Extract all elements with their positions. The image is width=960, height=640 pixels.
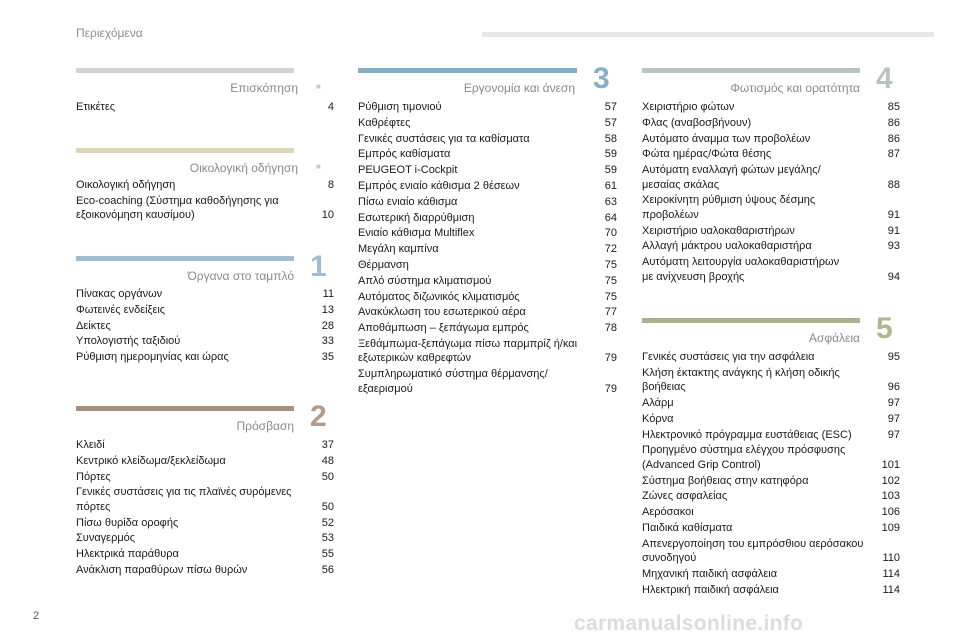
toc-entry-title: Απλό σύστημα κλιματισμού [358,274,492,287]
toc-entry-page-number: 50 [321,470,334,483]
toc-entry-page-number: 50 [321,500,334,513]
toc-entry-page-number: 33 [321,335,334,348]
toc-entry-page-number: 106 [881,506,900,519]
toc-entry-page-number: 85 [887,101,900,113]
toc-entry-page-number: 59 [604,164,617,177]
toc-entry-title: Καθρέφτες [358,116,411,129]
section-marker: ■ [316,162,321,171]
toc-entry-title: Αερόσακοι [642,506,694,519]
toc-entry-page-number: 77 [604,306,617,319]
toc-entry[interactable] [642,443,900,472]
toc-entry-page-number: 64 [604,211,617,224]
toc-entry-title: Παιδικά καθίσματα [642,521,733,534]
toc-entry[interactable] [358,211,617,225]
section-number: 2 [310,400,327,433]
toc-entry[interactable] [642,537,900,566]
toc-entry-title: Προηγμένο σύστημα ελέγχου πρόσφυσης (Advanced Grip Control) [642,444,846,471]
toc-entry[interactable] [358,226,617,240]
header-rule [482,32,934,37]
toc-entry[interactable] [642,474,900,488]
toc-entry[interactable] [358,195,617,209]
toc-entry-title: Γενικές συστάσεις για τα καθίσματα [358,132,530,145]
toc-entry-page-number: 101 [881,458,900,471]
toc-entry[interactable] [76,485,334,514]
section-access [76,400,334,576]
toc-entry-title: Ηλεκτρικά παράθυρα [76,548,179,561]
toc-entry[interactable] [642,163,900,192]
toc-entry-title: Πίσω θυρίδα οροφής [76,516,179,529]
toc-entry-title: Χειριστήριο υαλοκαθαριστήρων [642,224,795,237]
toc-entry-page-number: 10 [321,209,334,222]
toc-entry[interactable] [76,100,334,114]
toc-entry[interactable] [358,132,617,146]
toc-entry[interactable] [642,132,900,146]
toc-entry-title: Ρύθμιση ημερομηνίας και ώρας [76,351,229,364]
toc-entry-page-number: 70 [604,227,617,240]
toc-entry[interactable] [642,239,900,253]
toc-entry[interactable] [76,454,334,468]
toc-entry-page-number: 114 [882,567,900,580]
toc-entry-page-number: 97 [887,412,900,425]
toc-entry[interactable] [642,521,900,535]
toc-entry-title: Ετικέτες [76,101,116,113]
toc-entry-title: Εμπρός καθίσματα [358,148,451,161]
toc-entry[interactable] [76,194,334,223]
toc-entry[interactable] [76,438,334,452]
toc-entry-title: Γενικές συστάσεις για τις πλαϊνές συρόμενες πόρτες [76,486,292,513]
toc-entry[interactable] [76,287,334,301]
toc-entry-page-number: 35 [321,351,334,364]
toc-entry-page-number: 53 [321,532,334,545]
toc-entry[interactable] [642,505,900,519]
toc-entry[interactable] [358,100,617,114]
toc-entry-page-number: 55 [321,548,334,561]
toc-entry-page-number: 95 [887,351,900,363]
toc-entry-title: Αυτόματος διζωνικός κλιματισμός [358,290,520,303]
toc-entry[interactable] [642,428,900,442]
section-title: Επισκόπηση [230,81,298,95]
toc-entry-title: Μεγάλη καμπίνα [358,243,439,256]
section-eco-driving [76,148,334,222]
section-number: 4 [876,62,893,95]
toc-entry[interactable] [642,396,900,410]
section-ergonomics-comfort [358,62,617,395]
toc-entry[interactable] [76,319,334,333]
toc-entry-page-number: 56 [321,563,334,576]
section-number: 5 [876,312,893,345]
section-instruments [76,250,334,364]
toc-entry[interactable] [76,563,334,577]
toc-entry-title: Ανακύκλωση του εσωτερικού αέρα [358,306,526,319]
section-title: Πρόσβαση [236,419,294,433]
section-color-bar [642,318,860,323]
section-marker: ■ [316,82,321,91]
toc-entry[interactable] [76,470,334,484]
toc-entry-title: Χειριστήριο φώτων [642,101,735,113]
toc-entry-title: Κλειδί [76,439,105,451]
toc-entry-title: Πόρτες [76,470,111,483]
toc-entry-page-number: 57 [604,101,617,113]
toc-entry-page-number: 110 [882,552,900,565]
toc-entry-title: Αποθάμπωση – ξεπάγωμα εμπρός [358,322,529,335]
toc-entry[interactable] [76,303,334,317]
toc-entry[interactable] [76,178,334,192]
toc-entry[interactable] [358,242,617,256]
toc-entry-page-number: 97 [887,397,900,409]
toc-entry-page-number: 37 [321,439,334,451]
toc-entry[interactable] [76,350,334,364]
toc-entry[interactable] [642,366,900,395]
toc-entry-page-number: 79 [604,382,617,395]
toc-entry-title: Πίνακας οργάνων [76,288,163,300]
section-color-bar [358,68,577,73]
section-title: Εργονομία και άνεση [463,81,575,95]
toc-entry[interactable] [642,224,900,238]
toc-entry-page-number: 52 [321,516,334,529]
section-color-bar [76,256,294,261]
section-color-bar [642,68,860,73]
toc-entry-title: Γενικές συστάσεις για την ασφάλεια [642,351,815,363]
toc-entry-title: Κλήση έκτακτης ανάγκης ή κλήση οδικής βοήθειας [642,366,840,394]
toc-entry-title: Κόρνα [642,412,674,425]
section-safety [642,312,900,596]
toc-entry[interactable] [358,321,617,335]
toc-entry-title: Σύστημα βοήθειας στην κατηφόρα [642,474,809,487]
toc-entry-title: Αλλαγή μάκτρου υαλοκαθαριστήρα [642,240,812,253]
toc-entry-page-number: 94 [887,270,900,283]
toc-entry-page-number: 79 [604,352,617,365]
toc-entry-title: Ηλεκτρονικό πρόγραμμα ευστάθειας (ESC) [642,428,852,441]
toc-entry-page-number: 75 [604,274,617,287]
toc-entry-title: Ανάκλιση παραθύρων πίσω θυρών [76,563,248,576]
section-color-bar [76,406,294,411]
toc-entry-page-number: 91 [887,224,900,237]
toc-entry-title: Φωτεινές ενδείξεις [76,303,166,316]
toc-entry-page-number: 102 [881,474,900,487]
toc-entry-title: Κεντρικό κλείδωμα/ξεκλείδωμα [76,454,226,467]
toc-entry-page-number: 87 [887,148,900,161]
toc-entry[interactable] [642,193,900,222]
toc-entry[interactable] [358,116,617,130]
toc-entry-title: Ηλεκτρική παιδική ασφάλεια [642,583,779,596]
toc-entry-page-number: 78 [604,322,617,335]
section-lighting-visibility [642,62,900,283]
toc-entry-page-number: 91 [887,208,900,221]
toc-entry[interactable] [642,489,900,503]
toc-entry-title: Φώτα ημέρας/Φώτα θέσης [642,148,772,161]
page-header-title: Περιεχόμενα [76,26,143,40]
toc-entry-page-number: 93 [887,240,900,253]
toc-entry[interactable] [76,516,334,530]
toc-entry-title: Eco-coaching (Σύστημα καθοδήγησης για εξοικονόμηση καυσίμου) [76,194,279,222]
toc-entry-page-number: 114 [882,583,900,596]
toc-entry-title: Ζώνες ασφαλείας [642,490,728,503]
toc-entry-page-number: 11 [322,288,334,300]
toc-entry-page-number: 72 [604,243,617,256]
toc-entry-page-number: 75 [604,290,617,303]
section-title: Οικολογική οδήγηση [189,161,298,175]
toc-entry-title: Ενιαίο κάθισμα Multiflex [358,227,475,240]
toc-entry-page-number: 97 [887,428,900,441]
toc-entry[interactable] [642,350,900,364]
toc-entry-title: Πίσω ενιαίο κάθισμα [358,195,458,208]
section-title: Φωτισμός και ορατότητα [730,81,860,95]
toc-entry-title: Ρύθμιση τιμονιού [358,101,442,113]
toc-entry-title: Χειροκίνητη ρύθμιση ύψους δέσμης προβολέων [642,194,816,221]
toc-entry-title: PEUGEOT i-Cockpit [358,164,458,177]
toc-entry-page-number: 103 [881,490,900,503]
toc-entry-page-number: 59 [604,148,617,161]
toc-entry-page-number: 109 [881,521,900,534]
toc-entry[interactable] [642,583,900,597]
toc-entry-page-number: 75 [604,258,617,271]
section-number: 3 [593,62,610,95]
toc-entry[interactable] [358,337,617,366]
toc-entry-page-number: 4 [327,101,334,113]
toc-entry[interactable] [642,100,900,114]
watermark-text: carmanualsonline.info [574,612,804,635]
toc-entry-page-number: 86 [887,116,900,129]
toc-entry-page-number: 61 [604,179,617,192]
toc-entry-page-number: 58 [604,132,617,145]
toc-entry[interactable] [642,567,900,581]
toc-entry-title: Δείκτες [76,319,111,332]
toc-entry-title: Εσωτερική διαρρύθμιση [358,211,475,224]
toc-entry-title: Αλάρμ [642,397,674,409]
section-color-bar [76,68,294,73]
toc-entry-title: Απενεργοποίηση του εμπρόσθιου αερόσακου συνοδηγού [642,537,864,565]
toc-entry[interactable] [642,255,900,284]
toc-entry-title: Αυτόματη εναλλαγή φώτων μεγάλης/ μεσαίας σκάλας [642,164,821,191]
toc-entry-title: Αυτόματο άναμμα των προβολέων [642,132,811,145]
section-overview [76,68,334,113]
toc-entry[interactable] [358,367,617,396]
toc-entry-page-number: 28 [321,319,334,332]
section-title: Όργανα στο ταμπλό [187,269,294,283]
toc-entry[interactable] [642,412,900,426]
toc-entry-page-number: 8 [327,179,334,191]
section-color-bar [76,148,294,153]
toc-entry-title: Φλας (αναβοσβήνουν) [642,116,752,129]
toc-entry-title: Ξεθάμπωμα-ξεπάγωμα πίσω παρμπρίζ ή/και εξωτερικών καθρεφτών [358,337,578,365]
toc-entry[interactable] [76,531,334,545]
toc-entry[interactable] [76,334,334,348]
toc-entry[interactable] [642,116,900,130]
toc-entry-page-number: 96 [887,381,900,394]
section-title: Ασφάλεια [808,331,860,345]
toc-entry-page-number: 63 [604,195,617,208]
toc-entry-title: Οικολογική οδήγηση [76,179,176,191]
toc-entry-title: Εμπρός ενιαίο κάθισμα 2 θέσεων [358,179,520,192]
toc-entry[interactable] [358,305,617,319]
toc-entry[interactable] [358,274,617,288]
toc-entry[interactable] [358,163,617,177]
toc-entry[interactable] [358,179,617,193]
toc-entry-title: Αυτόματη λειτουργία υαλοκαθαριστήρων με ανίχνευση βροχής [642,256,840,283]
toc-entry-page-number: 48 [321,454,334,467]
toc-entry[interactable] [358,258,617,272]
toc-entry-page-number: 57 [604,116,617,129]
toc-entry-title: Υπολογιστής ταξιδιού [76,335,181,348]
page-number: 2 [33,610,40,622]
toc-entry[interactable] [76,547,334,561]
toc-entry[interactable] [358,290,617,304]
toc-entry[interactable] [642,147,900,161]
section-number: 1 [310,250,327,283]
toc-entry-title: Συναγερμός [76,532,136,545]
toc-entry-page-number: 13 [321,303,334,316]
toc-entry-page-number: 86 [887,132,900,145]
toc-entry-title: Μηχανική παιδική ασφάλεια [642,567,778,580]
toc-entry-title: Συμπληρωματικό σύστημα θέρμανσης/εξαερισμού [358,368,548,395]
toc-entry-page-number: 88 [887,178,900,191]
toc-entry[interactable] [358,147,617,161]
toc-entry-title: Θέρμανση [358,258,409,271]
